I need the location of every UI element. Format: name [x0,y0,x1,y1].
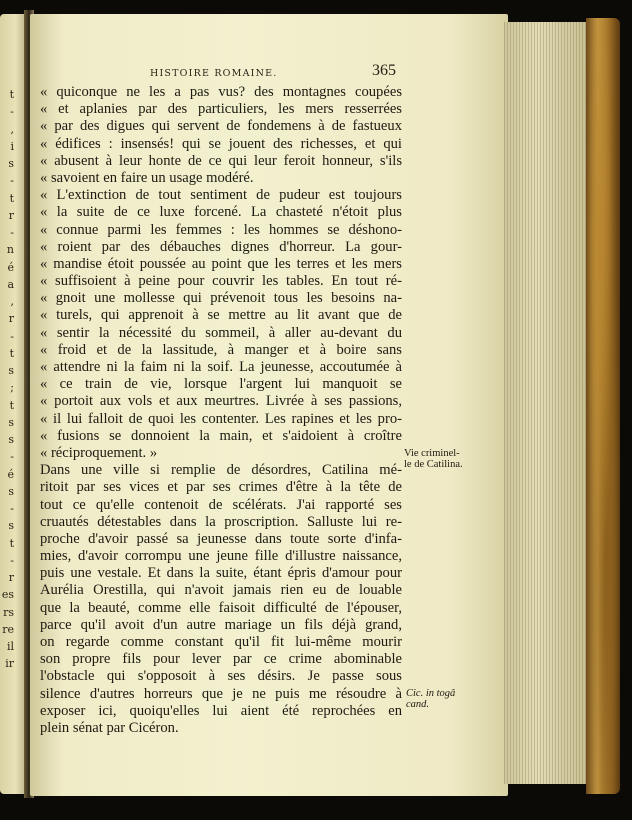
facing-page-fragment: - [10,105,14,119]
text-line: tout ce qu'elle contenoit de scélérats. J'ai rapporté ses [40,496,402,513]
facing-page-fragment: i [10,139,14,153]
text-line: « il lui falloit de quoi les contenter. Les rapines et les pro- [40,410,402,427]
text-line: « suffisoient à peine pour couvrir les tables. En tout ré- [40,273,402,290]
text-line: « froid et de la lassitude, à manger et à boire sans [40,341,402,358]
facing-page-fragment: rs [3,605,14,619]
text-line: plein sénat par Cicéron. [40,719,179,736]
text-line: on regarde comme constant qu'il fit lui-même mourir [40,634,402,650]
page-number: 365 [372,62,396,79]
facing-page-fragment: é [7,260,14,274]
text-line: « attendre ni la faim ni la soif. La jeunesse, accoutumée à [40,359,402,375]
text-line: « édifices : insensés! qui se jouent des richesses, et qui [40,135,402,152]
facing-page-fragment: il [6,640,14,653]
text-line: Aurélia Orestilla, qui n'avoit jamais rien eu de louable [40,582,402,599]
text-line: « quiconque ne les a pas vus? des montagnes coupées [40,84,402,100]
text-line: son propre fils pour lever par ce crime abominable [40,651,402,668]
facing-page-fragment: t [9,88,14,101]
facing-page-fragment: - [10,174,14,188]
text-line: « la suite de ce luxe forcené. La chasteté n'étoit plus [40,204,402,221]
facing-page-fragment: é [7,467,14,481]
text-line: ritoit par ses vices et par ses crimes d'être à la tête de [40,479,402,496]
margin-note-cicero-citation [406,688,476,710]
facing-page-fragment: - [10,226,14,239]
margin-note-line: Cic. in togâ [406,688,456,699]
text-line: « par des digues qui servent de fondemens à de fastueux [40,118,402,135]
text-line: parce qu'il avoit d'un autre mariage un fils déjà grand, [40,616,402,633]
text-line: « gnoit une mollesse qui prévenoit tous les besoins na- [40,290,402,307]
facing-page-fragment: r [8,208,14,222]
text-line: « connue parmi les femmes : les hommes se déshono- [40,221,402,238]
facing-page-fragment: s [8,157,14,170]
facing-page-fragment: ir [5,657,14,671]
facing-page-fragment: r [8,571,14,584]
facing-page-fragment: - [10,502,14,515]
text-line: « roient par des débauches dignes d'horreur. La gour- [40,238,402,255]
facing-page-fragment: n [6,243,14,257]
facing-page-fragment: , [10,295,14,308]
facing-page-fragment: s [8,484,14,498]
facing-page-fragment: t [9,191,14,205]
text-line: que la beauté, comme elle faisoit difficulté de l'épouser, [40,599,402,616]
margin-note-line: cand. [406,699,430,710]
text-line: « réciproquement. » [40,444,158,461]
text-line: « abusent à leur honte de ce qui leur feroit honneur, s'ils [40,152,402,169]
text-line: exposer ici, quoiqu'elles lui aient été reprochées en [40,702,402,719]
text-line: « turels, qui apprenoit à se mettre au lit avant que de [40,307,402,324]
text-line: l'obstacle qui s'opposoit à ses désirs. Je passe sous [40,668,402,685]
facing-page-fragment: es [1,588,14,602]
facing-page-fragment: t [9,398,14,412]
facing-page-fragment: ; [10,381,14,395]
text-line: « portoit aux vols et aux meurtres. Livrée à ses passions, [40,393,402,410]
margin-note-line: Vie criminel- [404,448,460,459]
facing-page-fragment: - [10,329,14,343]
facing-page-fragment: - [10,553,14,567]
text-line: mies, d'avoir corrompu une jeune fille d'illustre naissance, [40,548,402,565]
body-text [40,84,402,737]
text-line: proche d'avoir passé sa jeunesse dans toute sorte d'infa- [40,530,402,547]
facing-page-fragment: s [8,433,14,446]
margin-note-vie-criminelle [404,448,474,470]
text-line: « fusions se donnoient la main, et s'aidoient à croître [40,427,402,444]
text-line: « mandise étoit poussée au point que les terres et les mers [40,255,402,272]
facing-page-fragment: r [8,312,14,326]
facing-page-fragment: - [10,450,14,464]
facing-page-fragment: re [2,622,14,636]
marbled-cover [586,18,620,794]
facing-page-fragment: , [10,122,14,136]
text-line: cruautés détestables dans la proscription. Salluste lui re- [40,513,402,530]
facing-page-fragment: s [8,519,14,533]
text-line: Dans une ville si remplie de désordres, Catilina mé- [40,462,402,479]
facing-page-fragment: t [9,346,14,360]
facing-page-fragment: s [8,415,14,429]
facing-page-fragment: a [7,277,14,291]
text-line: « sentir la nécessité du sommeil, à aller au-devant du [40,324,402,341]
text-line: « savoient en faire un usage modéré. [40,169,254,186]
facing-page-fragment: s [8,364,14,377]
text-line: silence d'autres horreurs que je ne puis me résoudre à [40,685,402,702]
text-line: puis une vestale. Et dans la suite, étant épris d'amour pour [40,565,402,582]
margin-note-line: le de Catilina. [404,459,463,470]
facing-page-text-fragments [0,86,14,673]
text-line: « ce train de vie, lorsque l'argent lui manquoit se [40,376,402,393]
text-line: « et aplanies par des particuliers, les mers resserrées [40,101,402,118]
page-block-edges [504,22,588,784]
running-title: HISTOIRE ROMAINE. [150,68,278,79]
facing-page-fragment: t [9,536,14,550]
text-line: « L'extinction de tout sentiment de pudeur est toujours [40,187,402,204]
